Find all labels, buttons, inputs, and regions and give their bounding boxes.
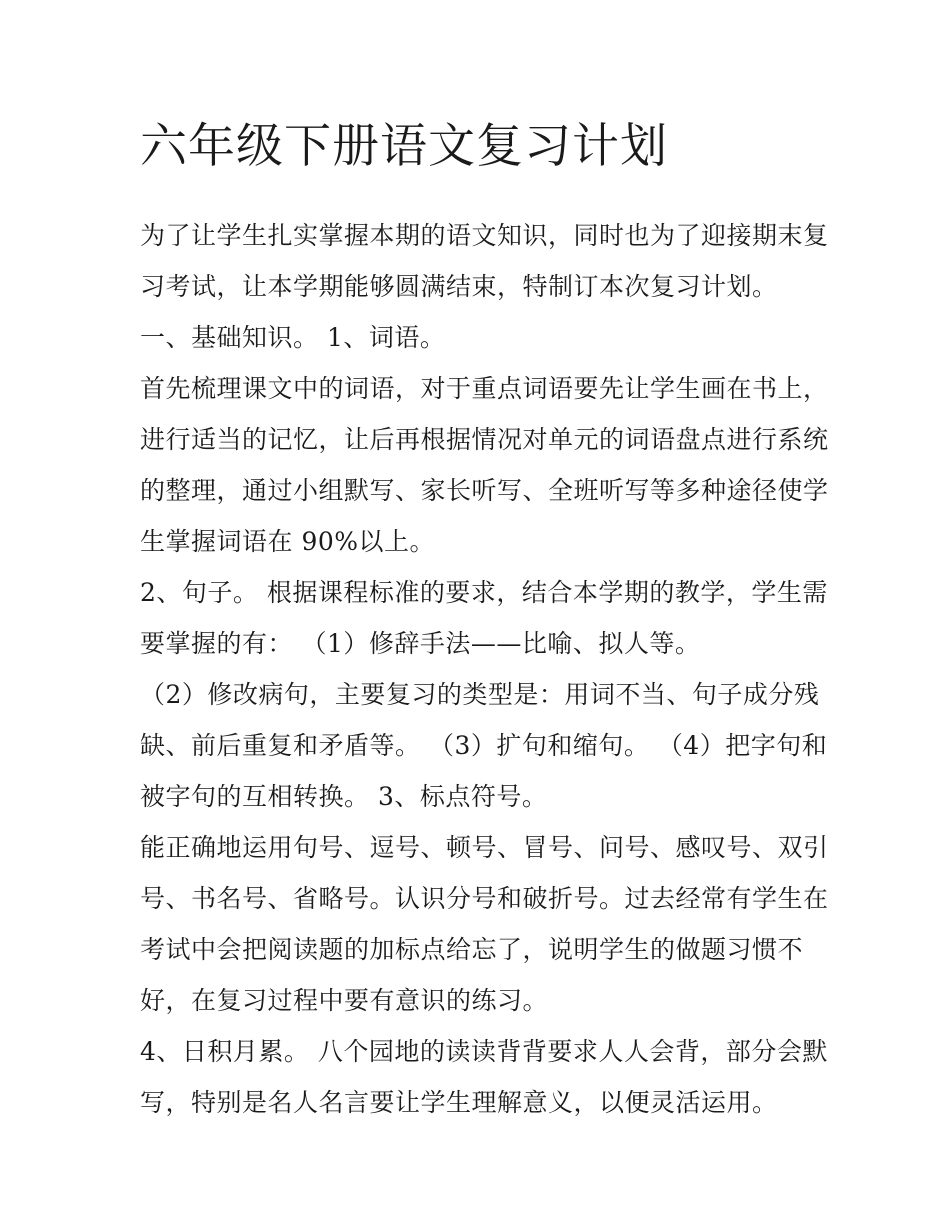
document-page xyxy=(140,118,830,1128)
paragraph-vocabulary: 首先梳理课文中的词语，对于重点词语要先让学生画在书上，进行适当的记忆，让后再根据情况对单元的词语盘点进行系统的整理，通过小组默写、家长听写、全班听写等多种途径使学生掌握词语在 90%以上。 xyxy=(140,374,829,556)
paragraph-sentence-revision: （2）修改病句，主要复习的类型是：用词不当、句子成分残缺、前后重复和矛盾等。 （3）扩句和缩句。 （4）把字句和被字句的互相转换。 3、标点符号。 xyxy=(140,680,828,811)
paragraph-intro: 为了让学生扎实掌握本期的语文知识，同时也为了迎接期末复习考试，让本学期能够圆满结束，特制订本次复习计划。 xyxy=(140,221,829,301)
paragraph-accumulation: 4、日积月累。 八个园地的读读背背要求人人会背，部分会默写，特别是名人名言要让学生理解意义，以便灵活运用。 xyxy=(140,1037,828,1117)
paragraph-punctuation: 能正确地运用句号、逗号、顿号、冒号、问号、感叹号、双引号、书名号、省略号。认识分号和破折号。过去经常有学生在考试中会把阅读题的加标点给忘了，说明学生的做题习惯不好，在复习过程中要有意识的练习。 xyxy=(140,833,829,1015)
paragraph-section-basics: 一、基础知识。 1、词语。 xyxy=(140,323,446,352)
paragraph-sentences: 2、句子。 根据课程标准的要求，结合本学期的教学，学生需要掌握的有： （1）修辞手法——比喻、拟人等。 xyxy=(140,578,828,658)
page-title: 六年级下册语文复习计划 xyxy=(140,119,668,174)
